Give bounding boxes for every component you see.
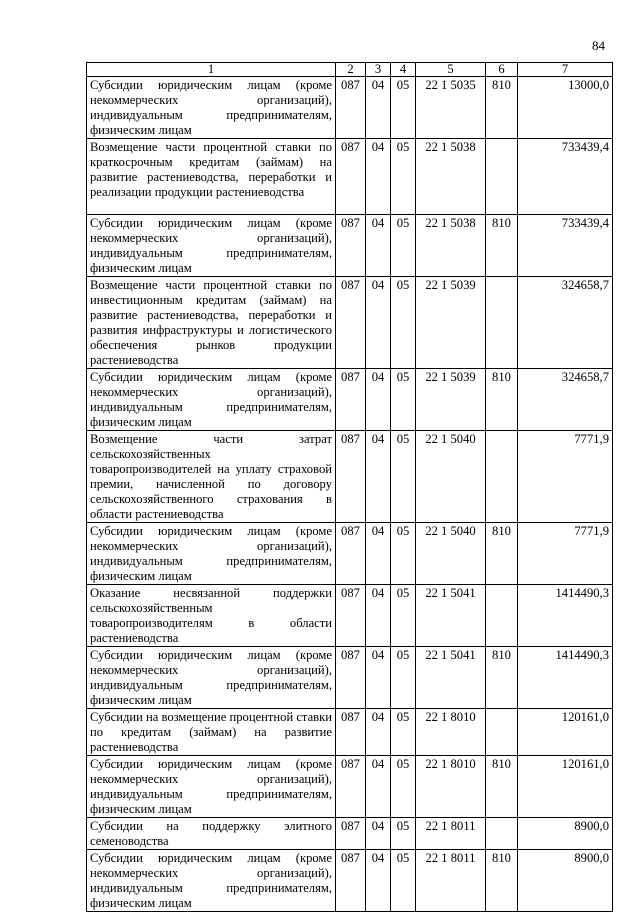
- pr-code: 05: [391, 818, 416, 850]
- pr-code: 05: [391, 139, 416, 215]
- rz-code: 04: [366, 818, 391, 850]
- gr-code: 087: [336, 215, 366, 277]
- gr-code: 087: [336, 647, 366, 709]
- column-header: 6: [486, 63, 518, 77]
- amount: 120161,0: [518, 709, 613, 756]
- csr-code: 22 1 5040: [416, 431, 486, 523]
- column-header: 2: [336, 63, 366, 77]
- rz-code: 04: [366, 709, 391, 756]
- row-name: Оказание несвязанной поддержки сельскохозяйственным товаропроизводителям в области растениеводства: [87, 585, 336, 647]
- vr-code: 810: [486, 756, 518, 818]
- table-row: [87, 277, 613, 369]
- table-row: [87, 77, 613, 139]
- row-name: Субсидии юридическим лицам (кроме некоммерческих организаций), индивидуальным предпринимателям, физическим лицам: [87, 369, 336, 431]
- column-header: 3: [366, 63, 391, 77]
- table-row: [87, 818, 613, 850]
- amount: 7771,9: [518, 431, 613, 523]
- gr-code: 087: [336, 523, 366, 585]
- pr-code: 05: [391, 215, 416, 277]
- column-header: 5: [416, 63, 486, 77]
- row-name: Субсидии юридическим лицам (кроме некоммерческих организаций), индивидуальным предпринимателям, физическим лицам: [87, 756, 336, 818]
- rz-code: 04: [366, 523, 391, 585]
- csr-code: 22 1 5040: [416, 523, 486, 585]
- pr-code: 05: [391, 647, 416, 709]
- gr-code: 087: [336, 139, 366, 215]
- rz-code: 04: [366, 215, 391, 277]
- vr-code: [486, 431, 518, 523]
- row-name: Субсидии юридическим лицам (кроме некоммерческих организаций), индивидуальным предпринимателям, физическим лицам: [87, 523, 336, 585]
- pr-code: 05: [391, 523, 416, 585]
- pr-code: 05: [391, 585, 416, 647]
- csr-code: 22 1 5038: [416, 139, 486, 215]
- table-row: [87, 647, 613, 709]
- rz-code: 04: [366, 139, 391, 215]
- row-name: Возмещение части затрат сельскохозяйственных товаропроизводителей на уплату страховой премии, начисленной по договору сельскохозяйственного страхования в области растениеводства: [87, 431, 336, 523]
- vr-code: [486, 277, 518, 369]
- pr-code: 05: [391, 850, 416, 912]
- column-header: 4: [391, 63, 416, 77]
- table-row: [87, 585, 613, 647]
- vr-code: [486, 585, 518, 647]
- csr-code: 22 1 5038: [416, 215, 486, 277]
- column-header: 7: [518, 63, 613, 77]
- rz-code: 04: [366, 850, 391, 912]
- gr-code: 087: [336, 431, 366, 523]
- row-name: Субсидии юридическим лицам (кроме некоммерческих организаций), индивидуальным предпринимателям, физическим лицам: [87, 77, 336, 139]
- page-number: 84: [592, 38, 605, 53]
- amount: 13000,0: [518, 77, 613, 139]
- pr-code: 05: [391, 277, 416, 369]
- row-name: Субсидии юридическим лицам (кроме некоммерческих организаций), индивидуальным предпринимателям, физическим лицам: [87, 647, 336, 709]
- gr-code: 087: [336, 585, 366, 647]
- amount: 1414490,3: [518, 585, 613, 647]
- rz-code: 04: [366, 277, 391, 369]
- column-header: 1: [87, 63, 336, 77]
- csr-code: 22 1 8010: [416, 709, 486, 756]
- csr-code: 22 1 5039: [416, 369, 486, 431]
- row-name: Субсидии юридическим лицам (кроме некоммерческих организаций), индивидуальным предпринимателям, физическим лицам: [87, 850, 336, 912]
- amount: 324658,7: [518, 369, 613, 431]
- vr-code: [486, 818, 518, 850]
- gr-code: 087: [336, 77, 366, 139]
- amount: 120161,0: [518, 756, 613, 818]
- budget-table: [86, 62, 613, 912]
- header-row: [87, 63, 613, 77]
- rz-code: 04: [366, 77, 391, 139]
- table-row: [87, 215, 613, 277]
- vr-code: 810: [486, 215, 518, 277]
- amount: 7771,9: [518, 523, 613, 585]
- gr-code: 087: [336, 369, 366, 431]
- rz-code: 04: [366, 369, 391, 431]
- pr-code: 05: [391, 431, 416, 523]
- amount: 8900,0: [518, 850, 613, 912]
- csr-code: 22 1 5035: [416, 77, 486, 139]
- csr-code: 22 1 8011: [416, 850, 486, 912]
- vr-code: 810: [486, 850, 518, 912]
- csr-code: 22 1 8011: [416, 818, 486, 850]
- csr-code: 22 1 5041: [416, 585, 486, 647]
- table-body: [87, 77, 613, 912]
- table-row: [87, 369, 613, 431]
- row-name: Возмещение части процентной ставки по краткосрочным кредитам (займам) на развитие растениеводства, переработки и реализации продукции растениеводства: [87, 139, 336, 215]
- table-row: [87, 709, 613, 756]
- vr-code: [486, 709, 518, 756]
- gr-code: 087: [336, 709, 366, 756]
- csr-code: 22 1 5039: [416, 277, 486, 369]
- rz-code: 04: [366, 647, 391, 709]
- amount: 1414490,3: [518, 647, 613, 709]
- vr-code: [486, 139, 518, 215]
- gr-code: 087: [336, 756, 366, 818]
- gr-code: 087: [336, 818, 366, 850]
- amount: 8900,0: [518, 818, 613, 850]
- rz-code: 04: [366, 585, 391, 647]
- rz-code: 04: [366, 431, 391, 523]
- table-row: [87, 431, 613, 523]
- vr-code: 810: [486, 523, 518, 585]
- pr-code: 05: [391, 77, 416, 139]
- table-row: [87, 756, 613, 818]
- gr-code: 087: [336, 850, 366, 912]
- gr-code: 087: [336, 277, 366, 369]
- vr-code: 810: [486, 369, 518, 431]
- vr-code: 810: [486, 647, 518, 709]
- amount: 733439,4: [518, 215, 613, 277]
- table-row: [87, 850, 613, 912]
- csr-code: 22 1 5041: [416, 647, 486, 709]
- row-name: Возмещение части процентной ставки по инвестиционным кредитам (займам) на развитие растениеводства, переработки и развития инфраструктуры и логистического обеспечения рынков продукции растениеводства: [87, 277, 336, 369]
- table-row: [87, 523, 613, 585]
- csr-code: 22 1 8010: [416, 756, 486, 818]
- pr-code: 05: [391, 756, 416, 818]
- amount: 733439,4: [518, 139, 613, 215]
- row-name: Субсидии юридическим лицам (кроме некоммерческих организаций), индивидуальным предпринимателям, физическим лицам: [87, 215, 336, 277]
- pr-code: 05: [391, 709, 416, 756]
- row-name: Субсидии на возмещение процентной ставки по кредитам (займам) на развитие растениеводства: [87, 709, 336, 756]
- table-row: [87, 139, 613, 215]
- pr-code: 05: [391, 369, 416, 431]
- rz-code: 04: [366, 756, 391, 818]
- vr-code: 810: [486, 77, 518, 139]
- row-name: Субсидии на поддержку элитного семеноводства: [87, 818, 336, 850]
- amount: 324658,7: [518, 277, 613, 369]
